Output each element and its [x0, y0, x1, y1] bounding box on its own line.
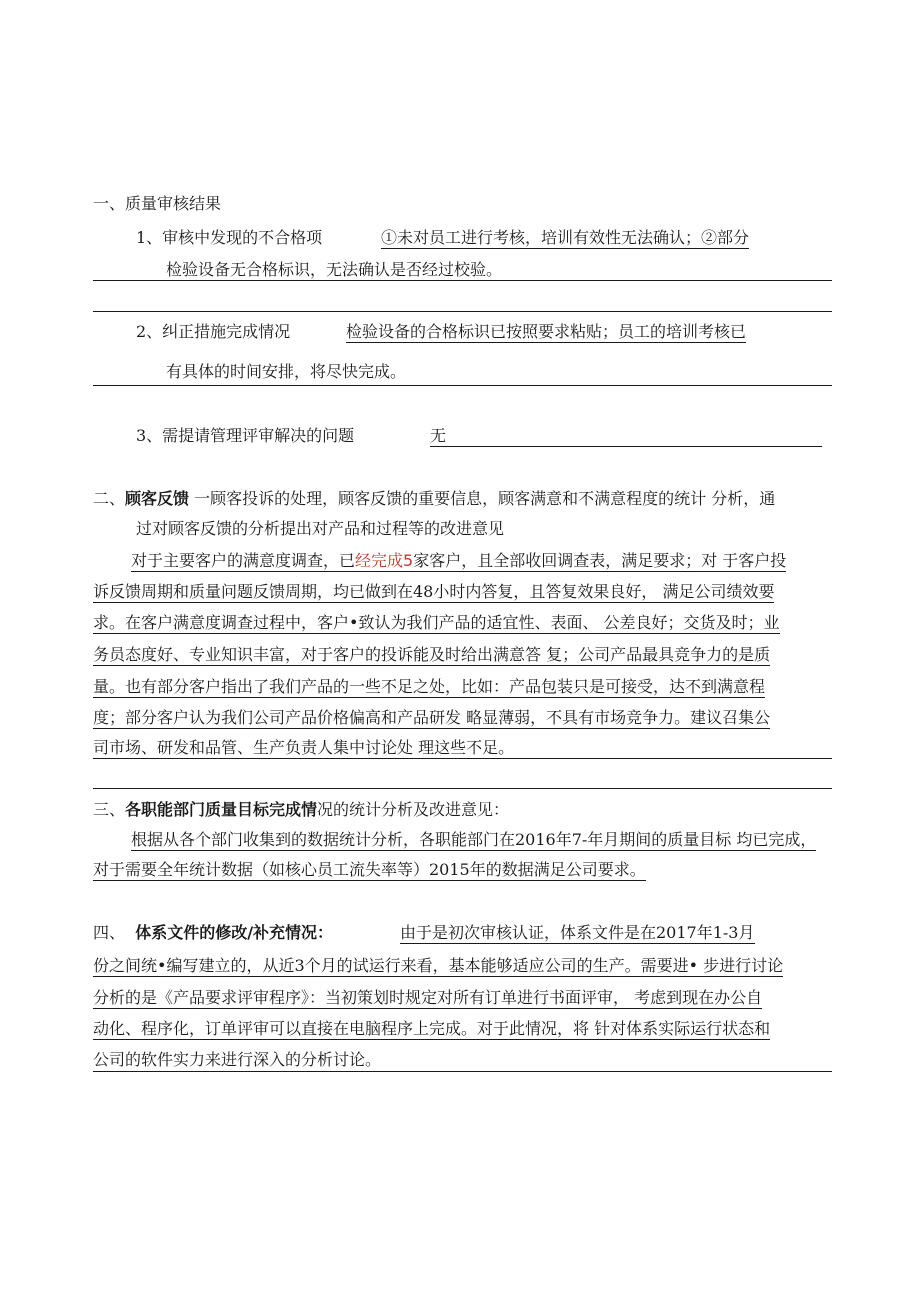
- review-issue-label: 3、需提请管理评审解决的问题: [136, 426, 355, 445]
- nonconformity-text-1: ①未对员工进行考核，培训有效性无法确认；②部分: [381, 228, 750, 247]
- nonconformity-text-2: 检验设备无合格标识，无法确认是否经过校验。: [166, 260, 503, 279]
- docs-line-5: 公司的软件实力来进行深入的分析讨论。: [93, 1050, 382, 1069]
- survey-para-line-4: 务员态度好、专业知识丰富，对于客户的投诉能及时给出满意答 复；公司产品最具竞争力的是质: [93, 645, 771, 664]
- survey-para-line-5: 量。也有部分客户指出了我们产品的一些不足之处，比如：产品包装只是可接受，达不到满意程: [93, 677, 766, 696]
- survey-para-line-2: 诉反馈周期和质量问题反馈周期，均已做到在48小时内答复，且答复效果良好， 满足公司绩效要: [93, 582, 775, 601]
- divider: [93, 758, 832, 759]
- targets-line-1: 根据从各个部门收集到的数据统计分析，各职能部门在2016年7-年月期间的质量目标 均已完成，: [131, 830, 817, 849]
- review-issue-value: 无: [430, 426, 822, 447]
- divider: [93, 1071, 832, 1072]
- survey-para-line-7: 司市场、研发和品管、生产负责人集中讨论处 理这些不足。: [93, 738, 515, 757]
- section-2-heading: 二、顾客反馈 一顾客投诉的处理，顾客反馈的重要信息，顾客满意和不满意程度的统计 分析，通: [93, 489, 776, 508]
- survey-para-line-6: 度；部分客户认为我们公司产品价格偏高和产品研发 略显薄弱，不具有市场竞争力。建议召集公: [93, 708, 771, 727]
- divider: [93, 280, 832, 281]
- survey-para-line-3: 求。在客户满意度调查过程中，客户•致认为我们产品的适宜性、表面、 公差良好；交货及时；业: [93, 613, 780, 632]
- docs-line-3: 分析的是《产品要求评审程序》：当初策划时规定对所有订单进行书面评审， 考虑到现在办公自: [93, 988, 763, 1007]
- divider: [93, 311, 832, 312]
- corrective-label: 2、纠正措施完成情况: [136, 322, 291, 341]
- docs-line-2: 份之间统•编写建立的，从近3个月的试运行来看，基本能够适应公司的生产。需要进• 步进行讨论: [93, 956, 784, 975]
- divider: [93, 788, 832, 789]
- targets-line-2: 对于需要全年统计数据（如核心员工流失率等）2015年的数据满足公司要求。: [93, 860, 646, 879]
- corrective-text-2: 有具体的时间安排，将尽快完成。: [166, 362, 407, 381]
- section-3-heading: 三、各职能部门质量目标完成情况的统计分析及改进意见：: [93, 800, 510, 819]
- corrective-text-1: 检验设备的合格标识已按照要求粘贴；员工的培训考核已: [346, 322, 747, 341]
- docs-line-4: 动化、程序化，订单评审可以直接在电脑程序上完成。对于此情况，将 针对体系实际运行状态和: [93, 1019, 771, 1038]
- survey-para-line-1: 对于主要客户的满意度调查，已经完成5家客户，且全部收回调查表，满足要求；对 于客户投: [131, 551, 787, 570]
- divider: [93, 385, 832, 386]
- section-2-intro-2: 过对顾客反馈的分析提出对产品和过程等的改进意见: [136, 519, 505, 538]
- section-1-title: 一、质量审核结果: [93, 194, 222, 213]
- section-4-heading: 四、 体系文件的修改/补充情况：: [93, 923, 334, 942]
- nonconformity-label: 1、审核中发现的不合格项: [136, 228, 323, 247]
- docs-line-1: 由于是初次审核认证，体系文件是在2017年1-3月: [400, 923, 755, 942]
